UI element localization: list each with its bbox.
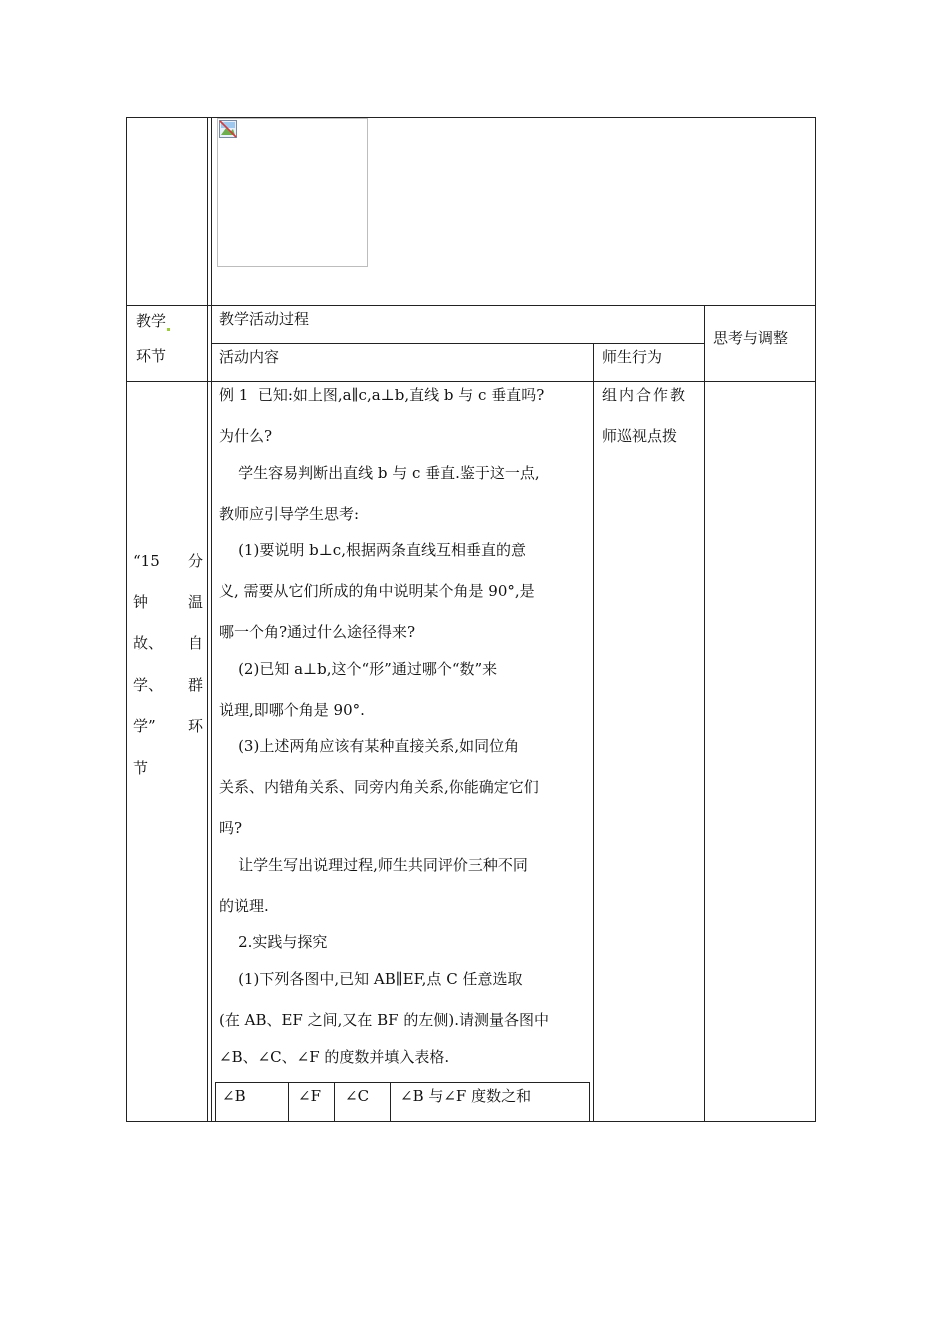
content-line: 教师应引导学生思考: bbox=[219, 505, 360, 523]
angle-table-header: ∠C bbox=[345, 1087, 370, 1105]
content-line: 例 1 已知:如上图,a∥c,a⊥b,直线 b 与 c 垂直吗? bbox=[219, 386, 545, 404]
angle-table-border-top bbox=[215, 1082, 590, 1083]
stage-name-left: 故、 bbox=[133, 634, 164, 652]
stage-name-right: 环 bbox=[187, 717, 203, 735]
content-line: (2)已知 a⊥b,这个“形”通过哪个“数”来 bbox=[219, 660, 498, 678]
angle-table-divider bbox=[390, 1082, 391, 1122]
table-divider-stage bbox=[207, 117, 208, 1122]
stage-name-row bbox=[133, 758, 203, 778]
table-divider-stage-inner bbox=[211, 117, 212, 1122]
table-divider-behavior bbox=[593, 343, 594, 1122]
content-header: 活动内容 bbox=[219, 348, 280, 366]
content-line: (3)上述两角应该有某种直接关系,如同位角 bbox=[219, 737, 520, 755]
figure-image-placeholder bbox=[217, 118, 368, 267]
stage-name-right: 分 bbox=[187, 552, 203, 570]
content-line: 关系、内错角关系、同旁内角关系,你能确定它们 bbox=[219, 778, 539, 796]
angle-table-header: ∠B bbox=[222, 1087, 246, 1105]
stage-name-row bbox=[133, 592, 203, 612]
table-border-top bbox=[126, 117, 816, 118]
stage-name-left: 学” bbox=[133, 717, 156, 735]
table-divider-header-top bbox=[126, 305, 816, 306]
behavior-line: 组内合作教 bbox=[602, 386, 688, 404]
content-line: 学生容易判断出直线 b 与 c 垂直.鉴于这一点, bbox=[219, 464, 540, 482]
behavior-line: 师巡视点拨 bbox=[602, 427, 678, 445]
stage-name-row bbox=[133, 716, 203, 736]
stage-header bbox=[136, 311, 170, 331]
content-line: 2.实践与探究 bbox=[219, 933, 328, 951]
stage-name-right: 自 bbox=[187, 634, 203, 652]
content-line: 为什么? bbox=[219, 427, 273, 445]
table-border-right bbox=[815, 117, 816, 1122]
stage-name-right: 群 bbox=[187, 676, 203, 694]
content-line: 吗? bbox=[219, 819, 243, 837]
stage-name-left: 钟 bbox=[133, 593, 149, 611]
content-line: (1)要说明 b⊥c,根据两条直线互相垂直的意 bbox=[219, 541, 526, 559]
stage-name-left: “15 bbox=[133, 552, 160, 570]
process-header: 教学活动过程 bbox=[219, 310, 310, 328]
table-divider-subheader bbox=[211, 343, 704, 344]
reflect-header: 思考与调整 bbox=[713, 329, 789, 347]
content-line: 让学生写出说理过程,师生共同评价三种不同 bbox=[219, 856, 528, 874]
angle-table-header: ∠B 与∠F 度数之和 bbox=[400, 1087, 532, 1105]
content-line: 哪一个角?通过什么途径得来? bbox=[219, 623, 416, 641]
content-line: 的说理. bbox=[219, 897, 269, 915]
content-line: 义, 需要从它们所成的角中说明某个角是 90°,是 bbox=[219, 582, 535, 600]
angle-table-divider bbox=[288, 1082, 289, 1122]
stage-name-left: 学、 bbox=[133, 676, 164, 694]
stage-header-line1: 教学 bbox=[136, 312, 167, 330]
stage-name-left: 节 bbox=[133, 759, 149, 777]
angle-table-border-right bbox=[589, 1082, 590, 1122]
table-divider-reflect bbox=[704, 305, 705, 1122]
angle-table-divider bbox=[334, 1082, 335, 1122]
stage-name-row bbox=[133, 551, 203, 571]
stage-name-row bbox=[133, 633, 203, 653]
content-line: (1)下列各图中,已知 AB∥EF,点 C 任意选取 bbox=[219, 970, 523, 988]
angle-table-header: ∠F bbox=[298, 1087, 321, 1105]
table-border-left bbox=[126, 117, 127, 1122]
marker-dot bbox=[167, 328, 170, 331]
behavior-header: 师生行为 bbox=[602, 348, 663, 366]
content-line: 说理,即哪个角是 90°. bbox=[219, 701, 365, 719]
angle-table-border-left bbox=[215, 1082, 216, 1122]
content-line: ∠B、∠C、∠F 的度数并填入表格. bbox=[219, 1048, 450, 1066]
stage-header-line2: 环节 bbox=[136, 347, 167, 365]
content-line: (在 AB、EF 之间,又在 BF 的左侧).请测量各图中 bbox=[219, 1011, 549, 1029]
stage-name-row bbox=[133, 675, 203, 695]
table-divider-body-top bbox=[126, 381, 816, 382]
table-border-bottom bbox=[126, 1121, 816, 1122]
broken-image-icon bbox=[219, 120, 237, 138]
stage-name-right: 温 bbox=[187, 593, 203, 611]
